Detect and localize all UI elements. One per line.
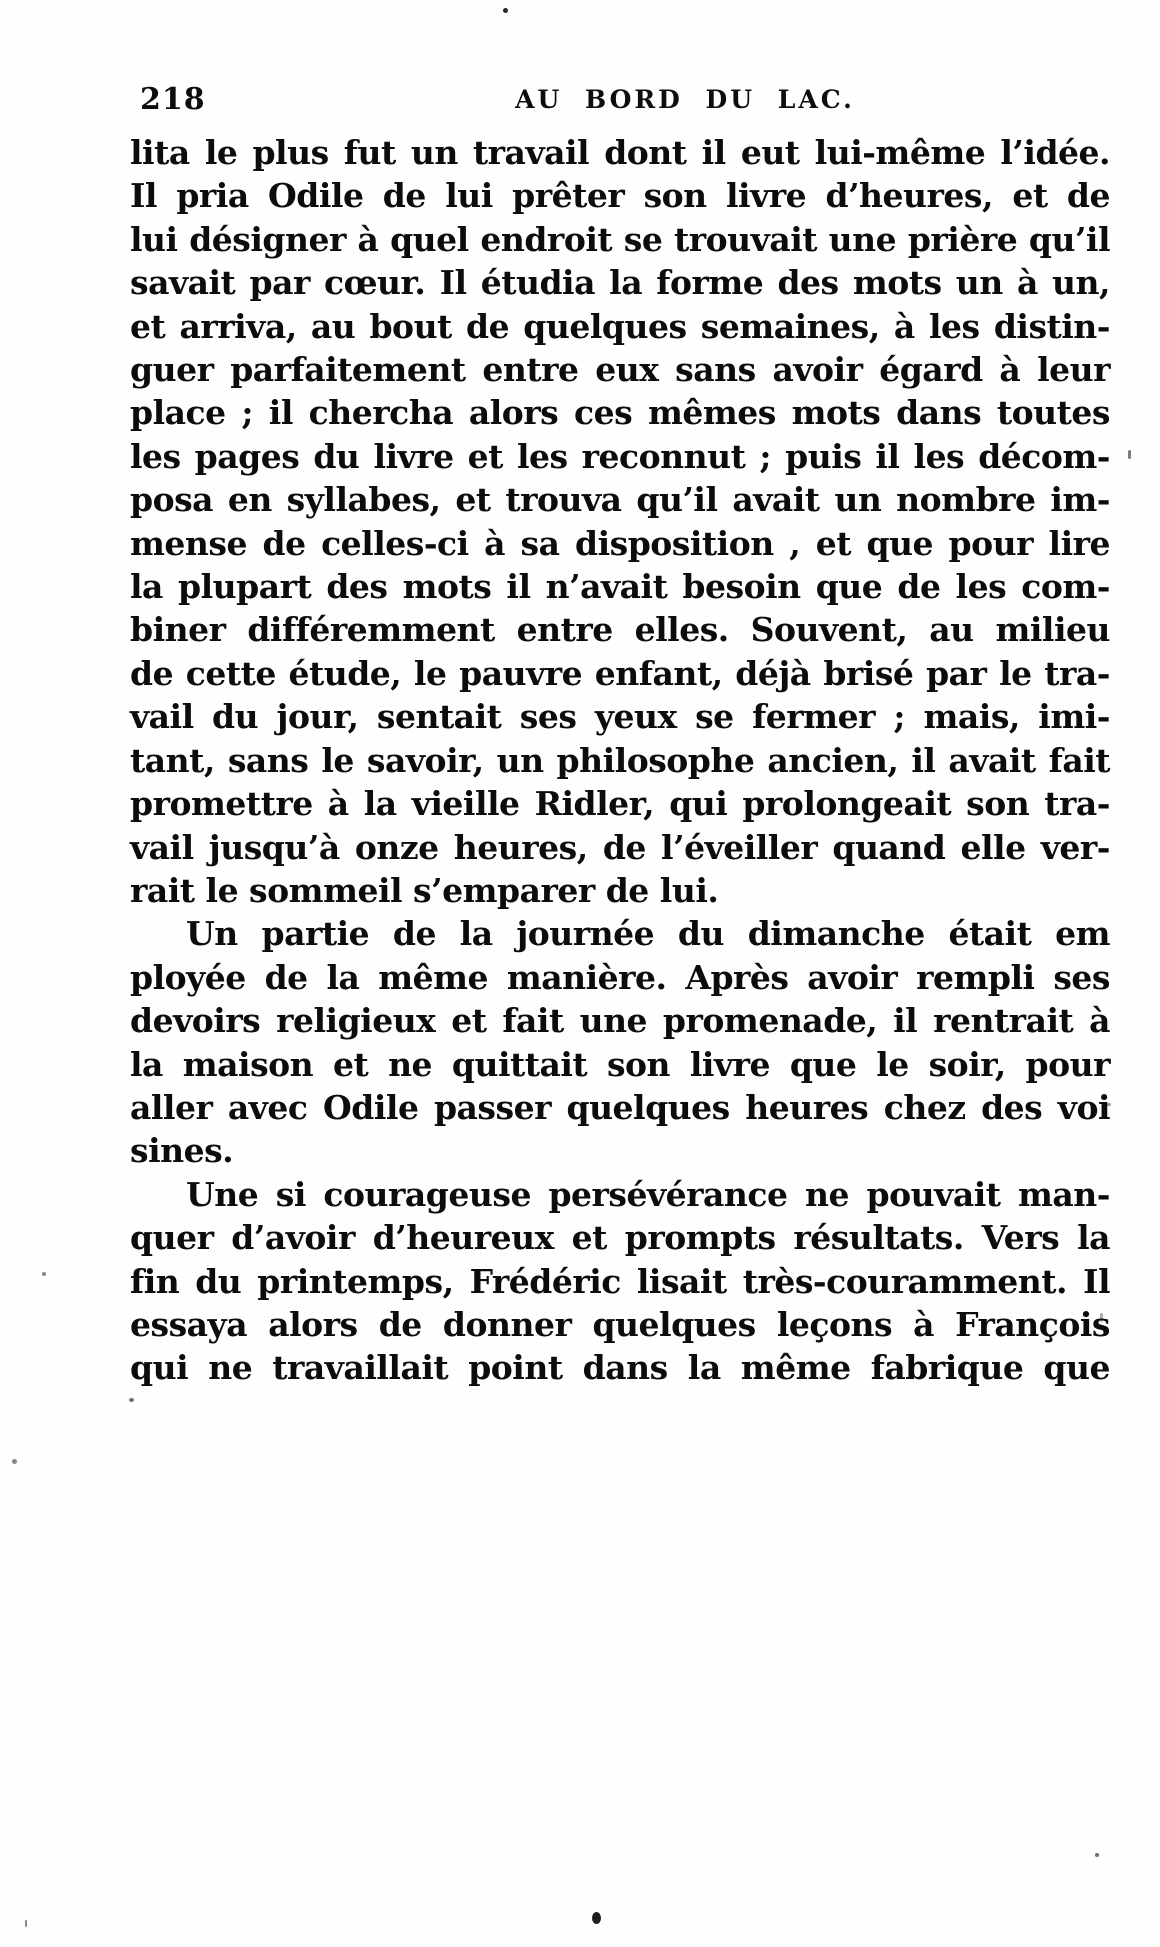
text-line: Une si courageuse persévérance ne pouvait man- — [186, 1174, 1110, 1214]
ink-speck — [129, 1398, 134, 1402]
text-line: biner différemment entre elles. Souvent, au milieu — [130, 610, 1110, 650]
page-number: 218 — [140, 82, 206, 117]
text-line: vail du jour, sentait ses yeux se fermer ; mais, imi- — [130, 697, 1110, 737]
text-line: la maison et ne quittait son livre que le soir, pour — [130, 1044, 1110, 1084]
text-line: lui désigner à quel endroit se trouvait une prière qu’il — [130, 219, 1110, 259]
text-line: rait le sommeil s’emparer de lui. — [130, 870, 719, 910]
text-line: Il pria Odile de lui prêter son livre d’heures, et de — [130, 176, 1110, 216]
text-line: savait par cœur. Il étudia la forme des mots un à un, — [130, 263, 1110, 303]
ink-speck — [1128, 450, 1131, 459]
text-line: vail jusqu’à onze heures, de l’éveiller quand elle ver- — [130, 827, 1110, 867]
text-line: devoirs religieux et fait une promenade, il rentrait à — [130, 1001, 1110, 1041]
ink-speck — [12, 1459, 17, 1464]
text-line: posa en syllabes, et trouva qu’il avait un nombre im- — [130, 480, 1110, 520]
ink-speck — [1100, 1313, 1103, 1322]
text-line: qui ne travaillait point dans la même fabrique que — [130, 1348, 1110, 1388]
text-line: place ; il chercha alors ces mêmes mots dans toutes — [130, 393, 1110, 433]
running-title: AU BORD DU LAC. — [515, 85, 855, 114]
text-line: les pages du livre et les reconnut ; puis il les décom- — [130, 436, 1110, 476]
ink-speck — [25, 1920, 27, 1927]
text-line: la plupart des mots il n’avait besoin que de les com- — [130, 567, 1110, 607]
text-line: fin du printemps, Frédéric lisait très-couramment. Il — [130, 1261, 1110, 1301]
text-line: et arriva, au bout de quelques semaines, à les distin- — [130, 306, 1110, 346]
text-line: aller avec Odile passer quelques heures chez des voi — [130, 1087, 1110, 1127]
text-line: guer parfaitement entre eux sans avoir égard à leur — [130, 350, 1110, 390]
ink-speck — [1095, 1853, 1099, 1857]
ink-speck — [42, 1272, 46, 1276]
text-line: tant, sans le savoir, un philosophe ancien, il avait fait — [130, 740, 1110, 780]
text-line: Un partie de la journée du dimanche était em — [186, 914, 1110, 954]
text-line: sines. — [130, 1131, 234, 1171]
text-line: promettre à la vieille Ridler, qui prolongeait son tra- — [130, 784, 1110, 824]
ink-speck — [1102, 1103, 1111, 1106]
body-text — [130, 131, 1110, 1390]
text-line: ployée de la même manière. Après avoir rempli ses — [130, 957, 1110, 997]
text-line: mense de celles-ci à sa disposition , et que pour lire — [130, 523, 1110, 563]
ink-speck — [503, 8, 508, 13]
text-line: quer d’avoir d’heureux et prompts résultats. Vers la — [130, 1218, 1110, 1258]
text-line: essaya alors de donner quelques leçons à François — [130, 1304, 1110, 1344]
text-line: lita le plus fut un travail dont il eut lui-même l’idée. — [130, 133, 1110, 172]
ink-speck — [592, 1912, 601, 1924]
text-line: de cette étude, le pauvre enfant, déjà brisé par le tra- — [130, 653, 1110, 693]
page-header — [0, 82, 1160, 122]
